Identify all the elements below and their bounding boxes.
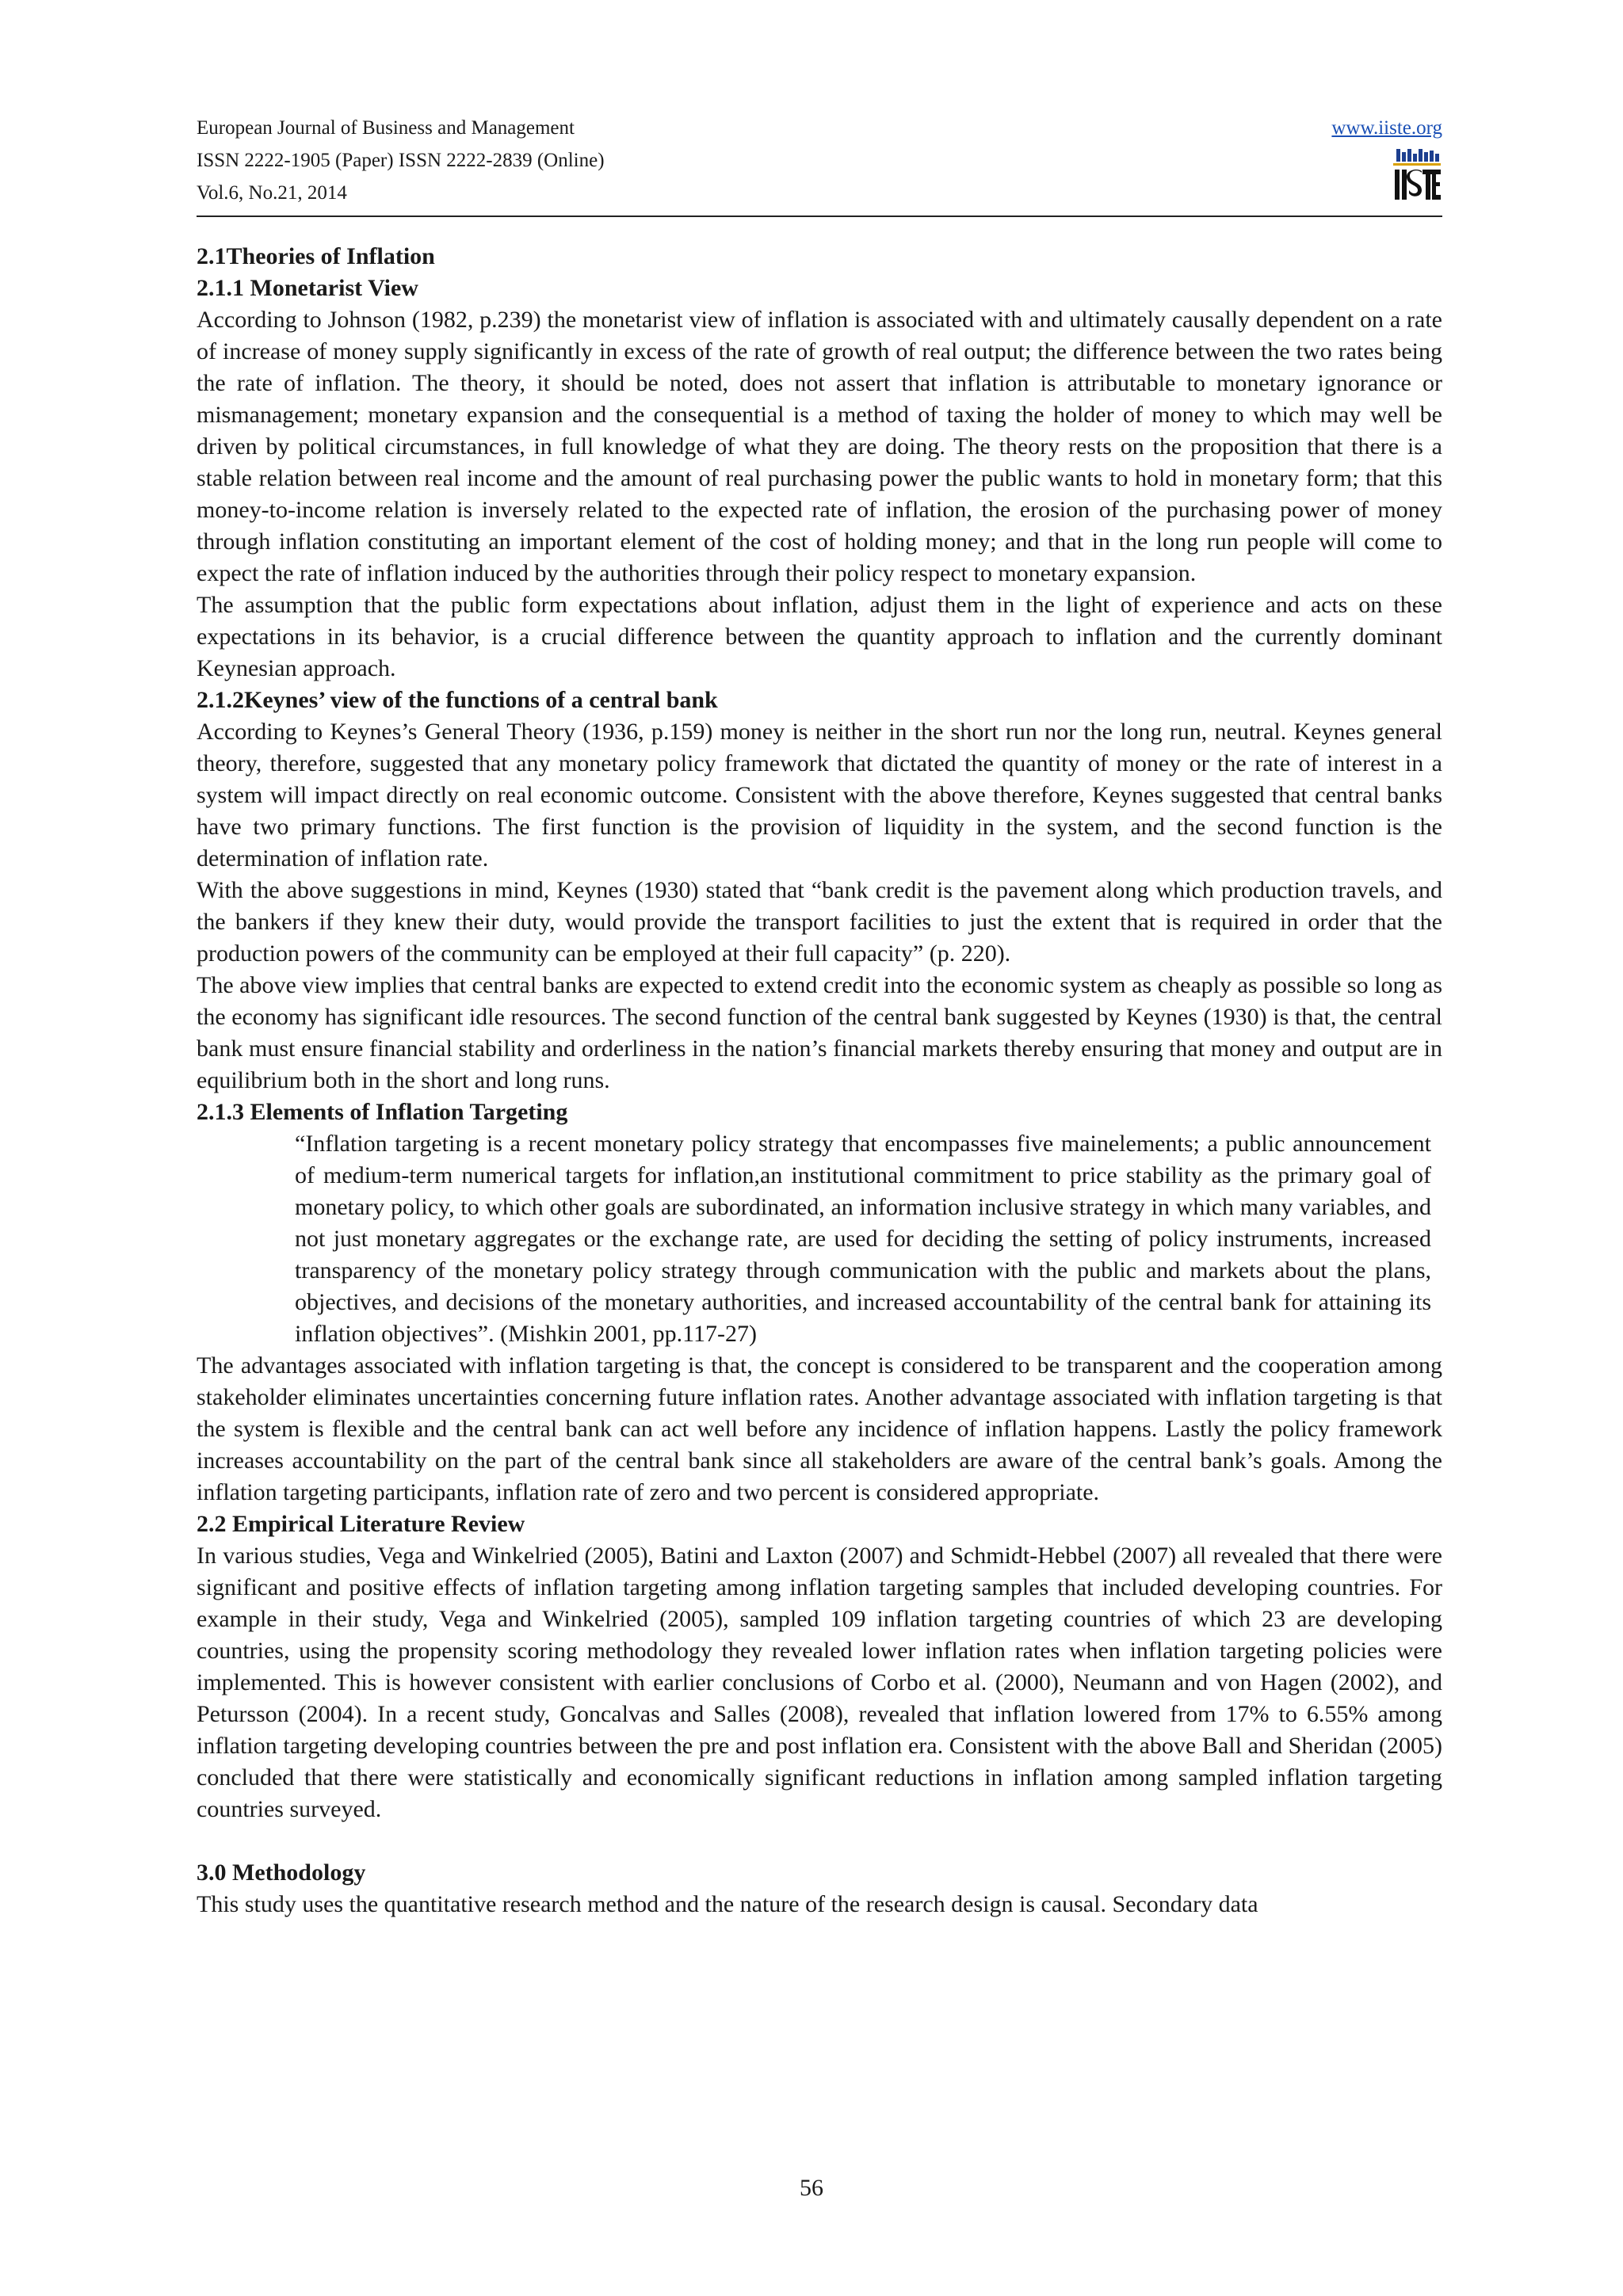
header-rule bbox=[197, 215, 1442, 217]
paragraph-central-bank-view: The above view implies that central banks are expected to extend credit into the economic system as cheaply as possible so long as the economy has significant idle resources. The second function of the central bank suggested by Keynes (1930) is that, the central bank must ensure financial stability and orderliness in the nation’s financial markets thereby ensuring that money and output are in equilibrium both in the short and long runs. bbox=[197, 972, 1442, 1093]
iiste-logo bbox=[1392, 147, 1442, 206]
section-spacer bbox=[197, 1825, 1442, 1857]
logo-wordmark bbox=[1395, 170, 1441, 200]
volume-line: Vol.6, No.21, 2014 bbox=[197, 182, 347, 204]
heading-2-1-3: 2.1.3 Elements of Inflation Targeting bbox=[197, 1099, 568, 1125]
paragraph-assumption: The assumption that the public form expectations about inflation, adjust them in the light of experience and acts on these expectations in its behavior, is a crucial difference between the quantity approach to inflation and the currently dominant Keynesian approach. bbox=[197, 592, 1442, 681]
heading-2-2: 2.2 Empirical Literature Review bbox=[197, 1511, 525, 1537]
paragraph-advantages: The advantages associated with inflation targeting is that, the concept is considered to be transparent and the cooperation among stakeholder eliminates uncertainties concerning future inflation rates. Another advantage associated with inflation targeting is that the system is flexible and the central bank can act well before any incidence of inflation happens. Lastly the policy framework increases accountability on the part of the central bank since all stakeholders are aware of the central bank’s goals. Among the inflation targeting participants, inflation rate of zero and two percent is considered appropriate. bbox=[197, 1352, 1442, 1505]
paragraph-keynes-quote: With the above suggestions in mind, Keynes (1930) stated that “bank credit is the pavement along which production travels, and the bankers if they knew their duty, would provide the transport facilities to just the extent that is required in order that the production powers of the community can be employed at their full capacity” (p. 220). bbox=[197, 877, 1442, 967]
paragraph-keynes-theory: According to Keynes’s General Theory (1936, p.159) money is neither in the short run nor the long run, neutral. Keynes general theory, therefore, suggested that any monetary policy framework that dictated the quantity of money or the rate of interest in a system will impact directly on real economic outcome. Consistent with the above therefore, Keynes suggested that central banks have two primary functions. The first function is the provision of liquidity in the system, and the second function is the determination of inflation rate. bbox=[197, 719, 1442, 871]
article-body bbox=[197, 241, 1442, 1920]
paragraph-methodology: This study uses the quantitative research method and the nature of the research design is causal. Secondary data bbox=[197, 1891, 1258, 1917]
heading-3-0: 3.0 Methodology bbox=[197, 1859, 366, 1886]
journal-title: European Journal of Business and Management bbox=[197, 117, 575, 139]
page-number: 56 bbox=[800, 2175, 823, 2201]
heading-2-1-1: 2.1.1 Monetarist View bbox=[197, 275, 418, 301]
paragraph-monetarist: According to Johnson (1982, p.239) the monetarist view of inflation is associated with and ultimately causally dependent on a rate of increase of money supply significantly in excess of the rate of growth of real output; the difference between the two rates being the rate of inflation. The theory, it should be noted, does not assert that inflation is attributable to monetary ignorance or mismanagement; monetary expansion and the consequential is a method of taxing the holder of money to which may well be driven by political circumstances, in full knowledge of what they are doing. The theory rests on the proposition that there is a stable relation between real income and the amount of real purchasing power the public wants to hold in monetary form; that this money-to-income relation is inversely related to the expected rate of inflation, the erosion of the purchasing power of money through inflation constituting an important element of the cost of holding money; and that in the long run people will come to expect the rate of inflation induced by the authorities through their policy respect to monetary expansion. bbox=[197, 307, 1442, 586]
issn-line: ISSN 2222-1905 (Paper) ISSN 2222-2839 (Online) bbox=[197, 150, 605, 171]
journal-url-link[interactable]: www.iiste.org bbox=[1331, 117, 1442, 139]
paragraph-empirical-review: In various studies, Vega and Winkelried (2005), Batini and Laxton (2007) and Schmidt-Hebbel (2007) all revealed that there were significant and positive effects of inflation targeting among inflation targeting samples that included developing countries. For example in their study, Vega and Winkelried (2005), sampled 109 inflation targeting countries of which 23 are developing countries, using the propensity scoring methodology they revealed lower inflation rates when inflation targeting policies were implemented. This is however consistent with earlier conclusions of Corbo et al. (2000), Neumann and von Hagen (2002), and Petursson (2004). In a recent study, Goncalvas and Salles (2008), revealed that inflation lowered from 17% to 6.55% among inflation targeting developing countries between the pre and post inflation era. Consistent with the above Ball and Sheridan (2005) concluded that there were statistically and economically significant reductions in inflation among sampled inflation targeting countries surveyed. bbox=[197, 1543, 1442, 1822]
heading-2-1-2: 2.1.2Keynes’ view of the functions of a central bank bbox=[197, 687, 718, 713]
page-header bbox=[197, 111, 1442, 217]
block-quote-mishkin: “Inflation targeting is a recent monetary policy strategy that encompasses five mainelements; a public announcement of medium-term numerical targets for inflation,an institutional commitment to price stability as the primary goal of monetary policy, to which other goals are subordinated, an information inclusive strategy in which many variables, and not just monetary aggregates or the exchange rate, are used for deciding the setting of policy instruments, increased transparency of the monetary policy strategy through communication with the public and markets about the plans, objectives, and decisions of the monetary authorities, and increased accountability of the central bank for attaining its inflation objectives”. (Mishkin 2001, pp.117-27) bbox=[295, 1131, 1431, 1347]
heading-2-1: 2.1Theories of Inflation bbox=[197, 243, 435, 269]
